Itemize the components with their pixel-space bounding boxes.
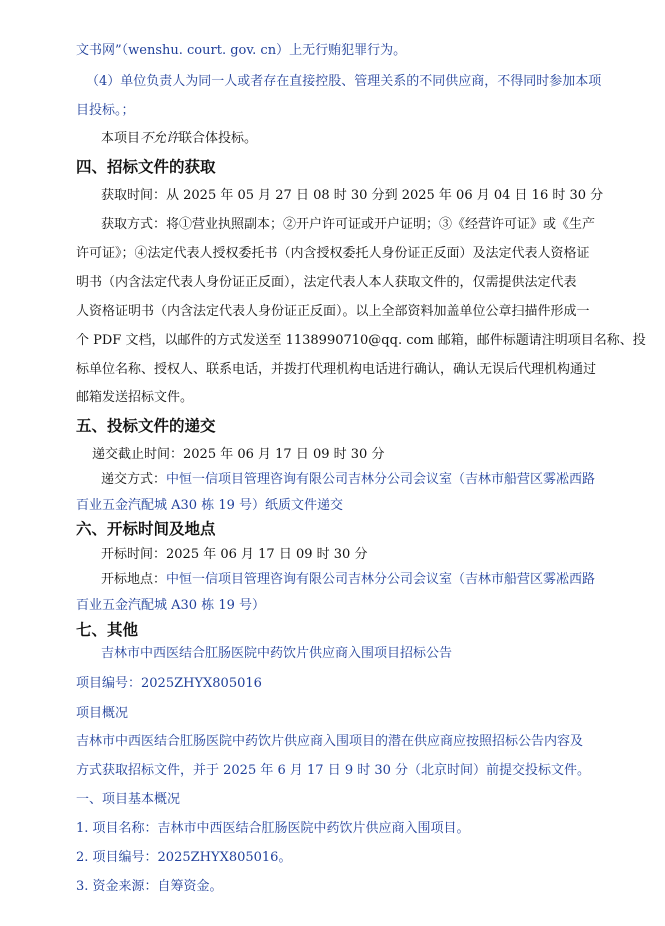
- text-line: 获取方式：将①营业执照副本；②开户许可证或开户证明；③《经营许可证》或《生产: [101, 217, 596, 232]
- section-heading: 七、其他: [76, 621, 139, 639]
- text-line: 目投标。；: [76, 103, 135, 118]
- text-line: 项目概况: [76, 706, 129, 721]
- text-span: 递交方式：: [101, 472, 167, 487]
- text-line: （4）单位负责人为同一人或者存在直接控股、管理关系的不同供应商，不得同时参加本项: [86, 74, 602, 89]
- list-item: 3. 资金来源：自筹资金。: [76, 879, 223, 894]
- emphasis-text: 不允许: [140, 131, 180, 146]
- text-line: 文书网”（wenshu. court. gov. cn）上无行贿犯罪行为。: [76, 43, 407, 58]
- text-line: 个 PDF 文档，以邮件的方式发送至 1138990710@qq. com 邮箱，邮件标题请注明项目名称、投: [76, 333, 646, 348]
- text-line: 获取时间：从 2025 年 05 月 27 日 08 时 30 分到 2025 年 06 月 04 日 16 时 30 分: [101, 188, 604, 203]
- text-line: 递交截止时间：2025 年 06 月 17 日 09 时 30 分: [92, 447, 385, 462]
- text-line: 一、项目基本概况: [76, 792, 181, 807]
- text-line: 明书（内含法定代表人身份证正反面），法定代表人本人获取文件的，仅需提供法定代表: [76, 275, 577, 290]
- text-line: [101, 130, 257, 148]
- section-heading: 四、招标文件的获取: [76, 158, 216, 176]
- text-line: 方式获取招标文件，并于 2025 年 6 月 17 日 9 时 30 分（北京时间）前提交投标文件。: [76, 763, 591, 778]
- text-line: 吉林市中西医结合肛肠医院中药饮片供应商入围项目招标公告: [101, 646, 453, 661]
- text-span: 开标地点：: [101, 572, 167, 587]
- text-line: 百业五金汽配城 A30 栋 19 号）纸质文件递交: [76, 498, 344, 513]
- text-span: 本项目: [101, 131, 141, 146]
- text-span: 联合体投标。: [179, 131, 258, 146]
- text-line: 邮箱发送招标文件。: [76, 390, 194, 405]
- text-line: [101, 471, 595, 489]
- text-line: 吉林市中西医结合肛肠医院中药饮片供应商入围项目的潜在供应商应按照招标公告内容及: [76, 734, 584, 749]
- text-line: 开标时间：2025 年 06 月 17 日 09 时 30 分: [101, 547, 368, 562]
- text-line: [101, 571, 595, 589]
- address-text: 中恒一信项目管理咨询有限公司吉林分公司会议室（吉林市船营区雾凇西路: [166, 472, 596, 487]
- section-heading: 六、开标时间及地点: [76, 520, 216, 538]
- text-line: 标单位名称、授权人、联系电话，并拨打代理机构电话进行确认，确认无误后代理机构通过: [76, 362, 597, 377]
- text-line: 百业五金汽配城 A30 栋 19 号）: [76, 598, 266, 613]
- text-line: 人资格证明书（内含法定代表人身份证正反面）。以上全部资料加盖单位公章扫描件形成一: [76, 304, 590, 319]
- section-heading: 五、投标文件的递交: [76, 417, 216, 435]
- list-item: 2. 项目编号：2025ZHYX805016。: [76, 850, 292, 865]
- address-text: 中恒一信项目管理咨询有限公司吉林分公司会议室（吉林市船营区雾凇西路: [166, 572, 596, 587]
- list-item: 1. 项目名称：吉林市中西医结合肛肠医院中药饮片供应商入围项目。: [76, 821, 470, 836]
- text-line: 项目编号：2025ZHYX805016: [76, 676, 262, 691]
- text-line: 许可证》；④法定代表人授权委托书（内含授权委托人身份证正反面）及法定代表人资格证: [76, 246, 590, 261]
